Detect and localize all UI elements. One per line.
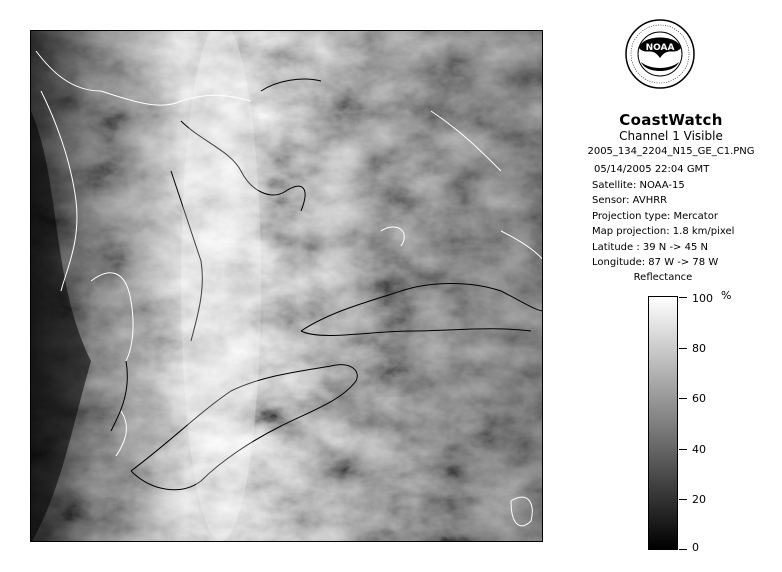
noaa-logo-text: NOAA [645, 43, 675, 53]
cloud-band-shading [31, 31, 543, 542]
scale-tick-label: 80 [692, 342, 706, 355]
satellite-image-svg [31, 31, 543, 542]
scale-tick [679, 499, 687, 500]
scale-tick [679, 348, 687, 349]
satellite-label: Satellite: NOAA-15 [592, 179, 685, 191]
sensor-label: Sensor: AVHRR [592, 195, 668, 206]
cloud-column [181, 31, 261, 541]
scale-tick [679, 297, 687, 298]
scale-tick [679, 398, 687, 399]
scale-tick-label: 60 [692, 392, 706, 405]
noaa-logo-icon [622, 18, 698, 108]
noaa-logo [622, 18, 698, 108]
satellite-image-map [30, 30, 543, 542]
scale-unit: % [721, 289, 732, 302]
brand-title: CoastWatch [619, 111, 723, 129]
scale-title: Reflectance [633, 272, 693, 283]
projection-type-label: Projection type: Mercator [592, 210, 718, 222]
scale-tick-label: 40 [692, 443, 706, 456]
filename-label: 2005_134_2204_N15_GE_C1.PNG [587, 146, 755, 157]
scale-tick-label: 100 [692, 292, 713, 305]
reflectance-colorbar [648, 296, 678, 550]
scale-tick [679, 549, 687, 550]
scale-tick-label: 20 [692, 493, 706, 506]
scale-tick-label: 0 [692, 541, 699, 554]
map-projection-label: Map projection: 1.8 km/pixel [592, 226, 735, 237]
scale-tick [679, 449, 687, 450]
meta-block [592, 162, 734, 271]
channel-label: Channel 1 Visible [619, 129, 723, 143]
datetime-label: 05/14/2005 22:04 GMT [594, 164, 710, 175]
latitude-label: Latitude : 39 N -> 45 N [592, 241, 708, 253]
longitude-label: Longitude: 87 W -> 78 W [592, 257, 719, 268]
